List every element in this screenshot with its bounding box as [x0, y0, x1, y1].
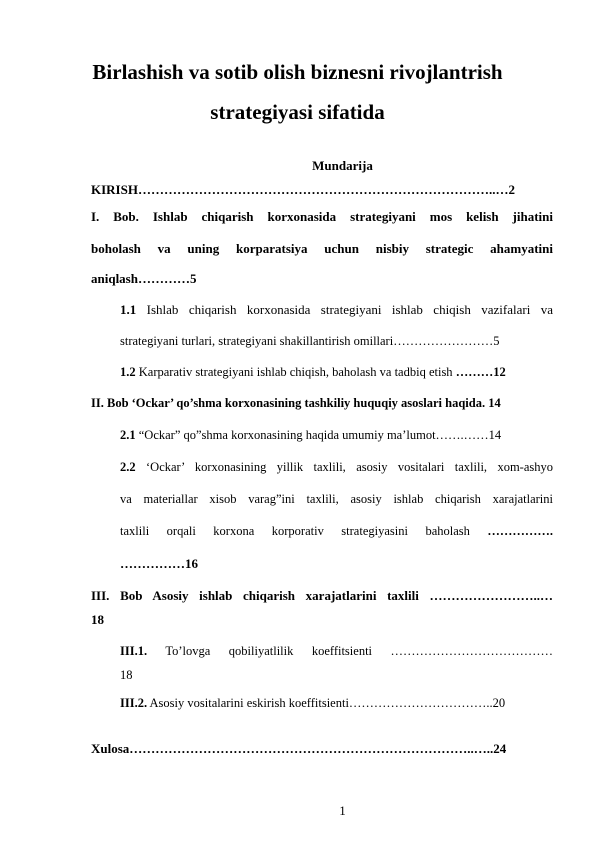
contents-heading: Mundarija [312, 158, 373, 173]
toc-entry-xulosa[interactable]: Xulosa……………………………………………………………………..…..24 [91, 741, 507, 756]
document-title [60, 52, 535, 132]
toc-chapter-1-line-1[interactable]: I. Bob. Ishlab chiqarish korxonasida strategiyani mos kelish jihatini [91, 209, 553, 224]
title-line-1: Birlashish va sotib olish biznesni rivojlantrish [92, 60, 503, 84]
section-3-1-text: To’lovga qobiliyatlilik koeffitsienti ………………………………… [147, 644, 553, 658]
section-1-1-number: 1.1 [120, 302, 137, 317]
toc-section-1-1-line-2[interactable]: strategiyani turlari, strategiyani shakillantirish omillari……………………5 [120, 334, 500, 348]
toc-section-1-2[interactable] [120, 365, 506, 380]
section-3-2-number: III.2. [120, 696, 148, 710]
toc-section-3-1-page[interactable]: 18 [120, 668, 133, 682]
toc-chapter-1-line-3[interactable]: aniqlash…………5 [91, 271, 197, 286]
chapter-3-text: III. Bob Asosiy ishlab chiqarish xarajatlarini taxlili [91, 588, 419, 603]
toc-section-2-2[interactable] [120, 460, 553, 475]
toc-section-2-2-line-2[interactable]: va materiallar xisob varag”ini taxlili, asosiy ishlab chiqarish xarajatlarini [120, 492, 553, 506]
toc-section-2-1[interactable] [120, 428, 501, 443]
toc-section-1-1[interactable] [120, 302, 553, 318]
section-2-2-line-3-dots: ……………. [469, 524, 554, 538]
section-3-2-text: Asosiy vositalarini eskirish koeffitsienti……………………………..20 [147, 696, 506, 710]
section-2-1-text: “Ockar” qo”shma korxonasining haqida umumiy ma’lumot…….……14 [135, 428, 502, 442]
section-1-2-text: Karparativ strategiyani ishlab chiqish, baholash va tadbiq etish [135, 365, 453, 379]
section-2-1-number: 2.1 [120, 428, 136, 442]
chapter-3-dots: ……………………..… [418, 588, 553, 603]
section-1-1-line-1: Ishlab chiqarish korxonasida strategiyani ishlab chiqish vazifalari va [136, 302, 553, 317]
toc-section-3-1[interactable] [120, 644, 553, 659]
toc-chapter-2[interactable]: II. Bob ‘Ockar’ qo’shma korxonasining tashkiliy huquqiy asoslari haqida. 14 [91, 396, 501, 410]
section-2-2-line-3-text: taxlili orqali korxona korporativ strategiyasini baholash [120, 524, 470, 538]
toc-section-2-2-line-3[interactable] [120, 524, 553, 539]
toc-chapter-3-page[interactable]: 18 [91, 612, 104, 627]
toc-section-3-2[interactable] [120, 696, 505, 711]
toc-chapter-1-line-2[interactable]: boholash va uning korparatsiya uchun nisbiy strategic ahamyatini [91, 241, 553, 256]
section-2-2-line-1: ‘Ockar’ korxonasining yillik taxlili, asosiy vositalari taxlili, xom-ashyo [135, 460, 553, 474]
section-3-1-number: III.1. [120, 644, 148, 658]
page-number: 1 [339, 803, 346, 818]
toc-chapter-3[interactable] [91, 588, 553, 604]
section-2-2-number: 2.2 [120, 460, 136, 474]
title-line-2: strategiyasi sifatida [210, 100, 385, 124]
section-1-2-page: ………12 [452, 365, 506, 379]
toc-entry-kirish[interactable]: KIRISH………………………………………………………………………..…2 [91, 182, 515, 197]
toc-section-2-2-line-4[interactable]: ……………16 [120, 556, 198, 571]
section-1-2-number: 1.2 [120, 365, 136, 379]
